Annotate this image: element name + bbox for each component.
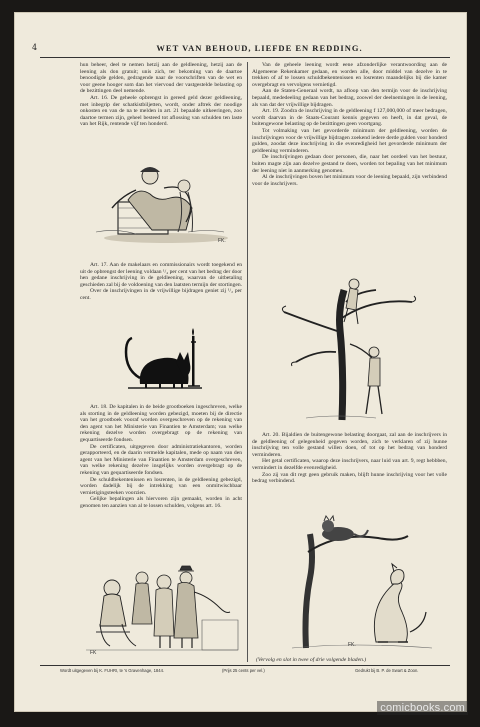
footer-printer: Gedrukt bij B. P. de Swart & Zoon.: [355, 668, 419, 673]
illustration-cat-and-dog: [288, 512, 438, 652]
illustration-tree-climbers: [276, 272, 426, 422]
page-number: 4: [32, 43, 39, 52]
left-text-block-3: [80, 404, 242, 510]
left-text-block-2: [80, 262, 242, 302]
article-18-d: Gelijke bepalingen als hiervoren zijn gemaakt, worden in acht genomen ten aanzien van al te lossen schulden, volgens art. 16.: [80, 496, 242, 509]
page-title: WET VAN BEHOUD, LIEFDE EN REDDING.: [156, 43, 363, 53]
column-separator: [247, 62, 248, 662]
paragraph: hun beheer, deel te nemen hetzij aan de geldleening, hetzij aan de leening als don gratuit; unis zich, ter bekoming van de daartoe benoodigde gelden, gedragende naar de voorschriften van de wet en voor geene hooger som dan het viervoud der vastgestelde belasting op de bezittingen deel nemende.: [80, 62, 242, 95]
header-rule: [40, 57, 450, 58]
watermark-link[interactable]: comicbooks.com: [377, 701, 468, 715]
article-16: Art. 16. De geheele opbrengst in gereed geld dezer geldleening, met inbegrip der schatkistbiljetten, wordt, onder aftrek der noodige onkosten en van de na te melden in art. 21 bepaalde uitkeeringen, zoo daartoe termen zijn, geheel besteed tot aflossing van schulden ten laste van het Rijk, rentende vijf ten honderd.: [80, 94, 242, 128]
footer-rule: [40, 665, 450, 666]
left-text-block-1: [80, 62, 242, 128]
article-20-c: Zoo zij van dit regt geen gebruik maken, blijft hunne inschrijving voor het volle bedrag verbindend.: [252, 471, 447, 485]
paragraph: Aan de Staten-Generaal wordt, na afloop van den termijn voor de inschrijving bepaald, mededeeling gedaan van het bedrag, zoowel der deelnemingen in de leening, als van dat der vrijwillige bijdragen.: [252, 88, 447, 108]
article-18: Art. 18. De kapitalen in de beide grootboeken ingeschreven, welke als storting in de geldleening worden gebezigd, moeten bij de directie van het grootboek vooraf worden overgeschreven op de rekening van den agent van het Ministerie van Finantien te Amsterdam; van welke rekening dezelve worden overgebragt op de rekening van gequartiseerde fondsen.: [80, 404, 242, 443]
illustration-seated-figures: [88, 160, 238, 245]
article-19-d: Al de inschrijvingen boven het minimum voor de leening bepaald, zijn verbindend voor de inschrijvers.: [252, 174, 447, 187]
article-19: Art. 19. Zoodra de inschrijving in de geldleening f 127,000,000 of meer bedragen, wordt daarvan in de Staats-Courant kennis gegeven en heeft, in dat geval, de buitengewone belasting op de bezittingen geen voortgang.: [252, 108, 447, 128]
footer-publisher: Wordt uitgegeven bij K. FUHRI, te 's Gravenhage, 1844.: [60, 668, 165, 673]
paragraph: Van de geheele leening wordt eene afzonderlijke verantwoording aan de Algemeene Rekenkamer gedaan, en worden alle, door middel van dezelve in te trekken of af te lossen schuldbekentenissen en losrenten maandelijks bij die kamer overgebragt en vervolgens vernietigd.: [252, 62, 447, 88]
page-header: [32, 41, 447, 55]
continued-note: (Vervolg en slot in twee of drie volgende bladen.): [256, 657, 367, 663]
svg-text:FK.: FK.: [218, 238, 226, 244]
article-19-c: De inschrijvingen gedaan door personen, die, naar het oordeel van het bestuur, buiten magte zijn aan dezelve gestand te doen, worden tot bepaling van het minimum der leening niet in aanmerking genomen.: [252, 154, 447, 174]
article-18-b: De certificaten, uitgegeven door administratiekantoren, worden gerapporteerd, en de daarin vermelde kapitalen, mede op naam van den agent van het Ministerie van Finantien te Amsterdam overgeschreven, van welke rekening dezelve insgelijks worden overgebragt op de rekening van gequartiseerde fondsen.: [80, 443, 242, 476]
svg-text:FK.: FK.: [348, 642, 356, 648]
right-text-block-1: [252, 62, 447, 187]
right-text-block-2: [252, 432, 447, 485]
article-20: Art. 20. Bijaldien de buitengewone belasting doorgaat, zal aan de inschrijvers in de geldleening of gelegenheid gegeven worden, zich te verklaren of zij hunne inschrijving ten volle gestand willen doen, of tot op het bedrag van honderd verminderen.: [252, 432, 447, 458]
article-19-b: Tot volmaking van het gevorderde minimum der geldleening, worden de inschrijvingen voor de vrijwillige bijdragen zoekend iedere derde gulden voor honderd gulden, zoodat deze inschrijving in die evenredigheid het gevorderde minimum der geldleening verminderen.: [252, 127, 447, 154]
svg-text:FK: FK: [90, 650, 97, 656]
article-17: Art. 17. Aan de makelaars en commissionairs wordt toegekend en uit de opbrengst der leening voldaan ¹/₄ per cent van het bedrag der door hen gedane inschrijving in de geldleening, waarvan de uitbetaling geschieden zal bij de voldoening van den laatsten termijn der stortingen.: [80, 262, 243, 288]
article-20-b: Het getal certificaten, waarop deze inschrijvers, naar luid van art. 9, regt hebbben, vermindert in dezelfde evenredigheid.: [252, 458, 447, 471]
article-17-b: Over de inschrijvingen in de vrijwillige bijdragen geniet zij ¹/₂ per cent.: [80, 288, 242, 301]
illustration-gentlemen-group: [82, 562, 242, 657]
footer-price: (Prijs 25 cents per vel.): [222, 668, 265, 673]
article-18-c: De schuldbekentenissen en losrenten, in de geldleening gebezigd, worden dadelijk bij de intrekking van een onmitwischbaar vernietigingsteeken voorzien.: [80, 476, 242, 496]
illustration-black-cat: [118, 322, 208, 392]
